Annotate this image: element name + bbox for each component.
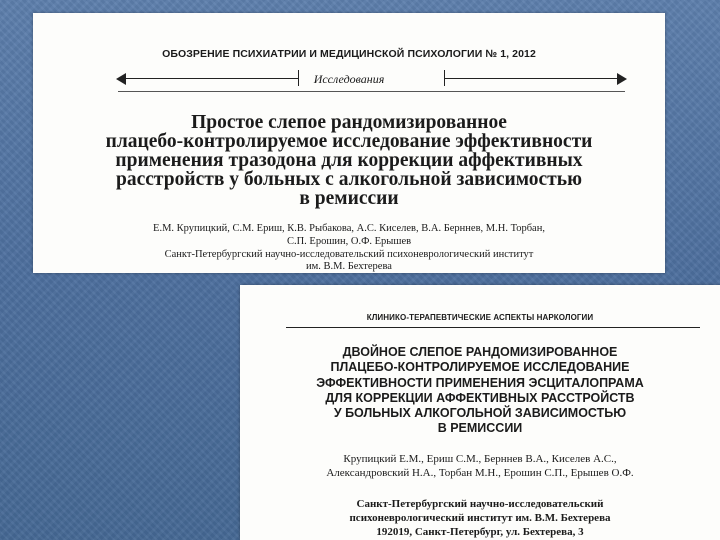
authors-line: Крупицкий Е.М., Ериш С.М., Берннев В.А., Киселев А.С., [343, 453, 617, 465]
article-clipping-trazodone [33, 13, 665, 273]
article-title [33, 113, 665, 208]
rubric-rule [286, 327, 700, 328]
section-label: Исследования [313, 72, 385, 86]
title-line: ПЛАЦЕБО-КОНТРОЛИРУЕМОЕ ИССЛЕДОВАНИЕ [330, 360, 630, 375]
affiliation-line: 192019, Санкт-Петербург, ул. Бехтерева, 3 [376, 526, 584, 538]
rubric-header: КЛИНИКО-ТЕРАПЕВТИЧЕСКИЕ АСПЕКТЫ НАРКОЛОГИИ [366, 313, 594, 322]
title-line: Простое слепое рандомизированное [191, 112, 507, 133]
authors-line: Е.М. Крупицкий, С.М. Ериш, К.В. Рыбакова, А.С. Киселев, В.А. Берннев, М.Н. Торбан, [153, 223, 545, 234]
title-line: ДЛЯ КОРРЕКЦИИ АФФЕКТИВНЫХ РАССТРОЙСТВ [325, 390, 635, 405]
affiliation [33, 249, 665, 272]
title-line: плацебо-контролируемое исследование эффективности [105, 131, 593, 152]
article-clipping-escitalopram [240, 285, 720, 540]
authors [240, 453, 720, 480]
affiliation-line: Санкт-Петербургский научно-исследовательский психоневрологический институт [164, 249, 534, 260]
affiliation-line: Санкт-Петербургский научно-исследовательский [356, 498, 604, 510]
divider [118, 91, 625, 92]
journal-header: ОБОЗРЕНИЕ ПСИХИАТРИИ И МЕДИЦИНСКОЙ ПСИХОЛОГИИ № 1, 2012 [162, 48, 536, 60]
authors-line: Александровский Н.А., Торбан М.Н., Ерошин С.П., Ерышев О.Ф. [326, 466, 634, 479]
affiliation-line: психоневрологический институт им. В.М. Бехтерева [349, 512, 611, 524]
article-title [240, 345, 720, 437]
title-line: У БОЛЬНЫХ АЛКОГОЛЬНОЙ ЗАВИСИМОСТЬЮ [333, 406, 627, 421]
title-line: В РЕМИССИИ [437, 421, 523, 436]
title-line: ЭФФЕКТИВНОСТИ ПРИМЕНЕНИЯ ЭСЦИТАЛОПРАМА [316, 375, 644, 390]
title-line: ДВОЙНОЕ СЛЕПОЕ РАНДОМИЗИРОВАННОЕ [342, 345, 618, 359]
title-line: в ремиссии [299, 188, 399, 209]
affiliation-line: им. В.М. Бехтерева [306, 260, 392, 272]
authors [33, 222, 665, 248]
title-line: расстройств у больных с алкогольной зависимостью [116, 169, 582, 190]
title-line: применения тразодона для коррекции аффективных [115, 150, 583, 171]
authors-line: С.П. Ерошин, О.Ф. Ерышев [286, 236, 412, 247]
affiliation [240, 497, 720, 539]
